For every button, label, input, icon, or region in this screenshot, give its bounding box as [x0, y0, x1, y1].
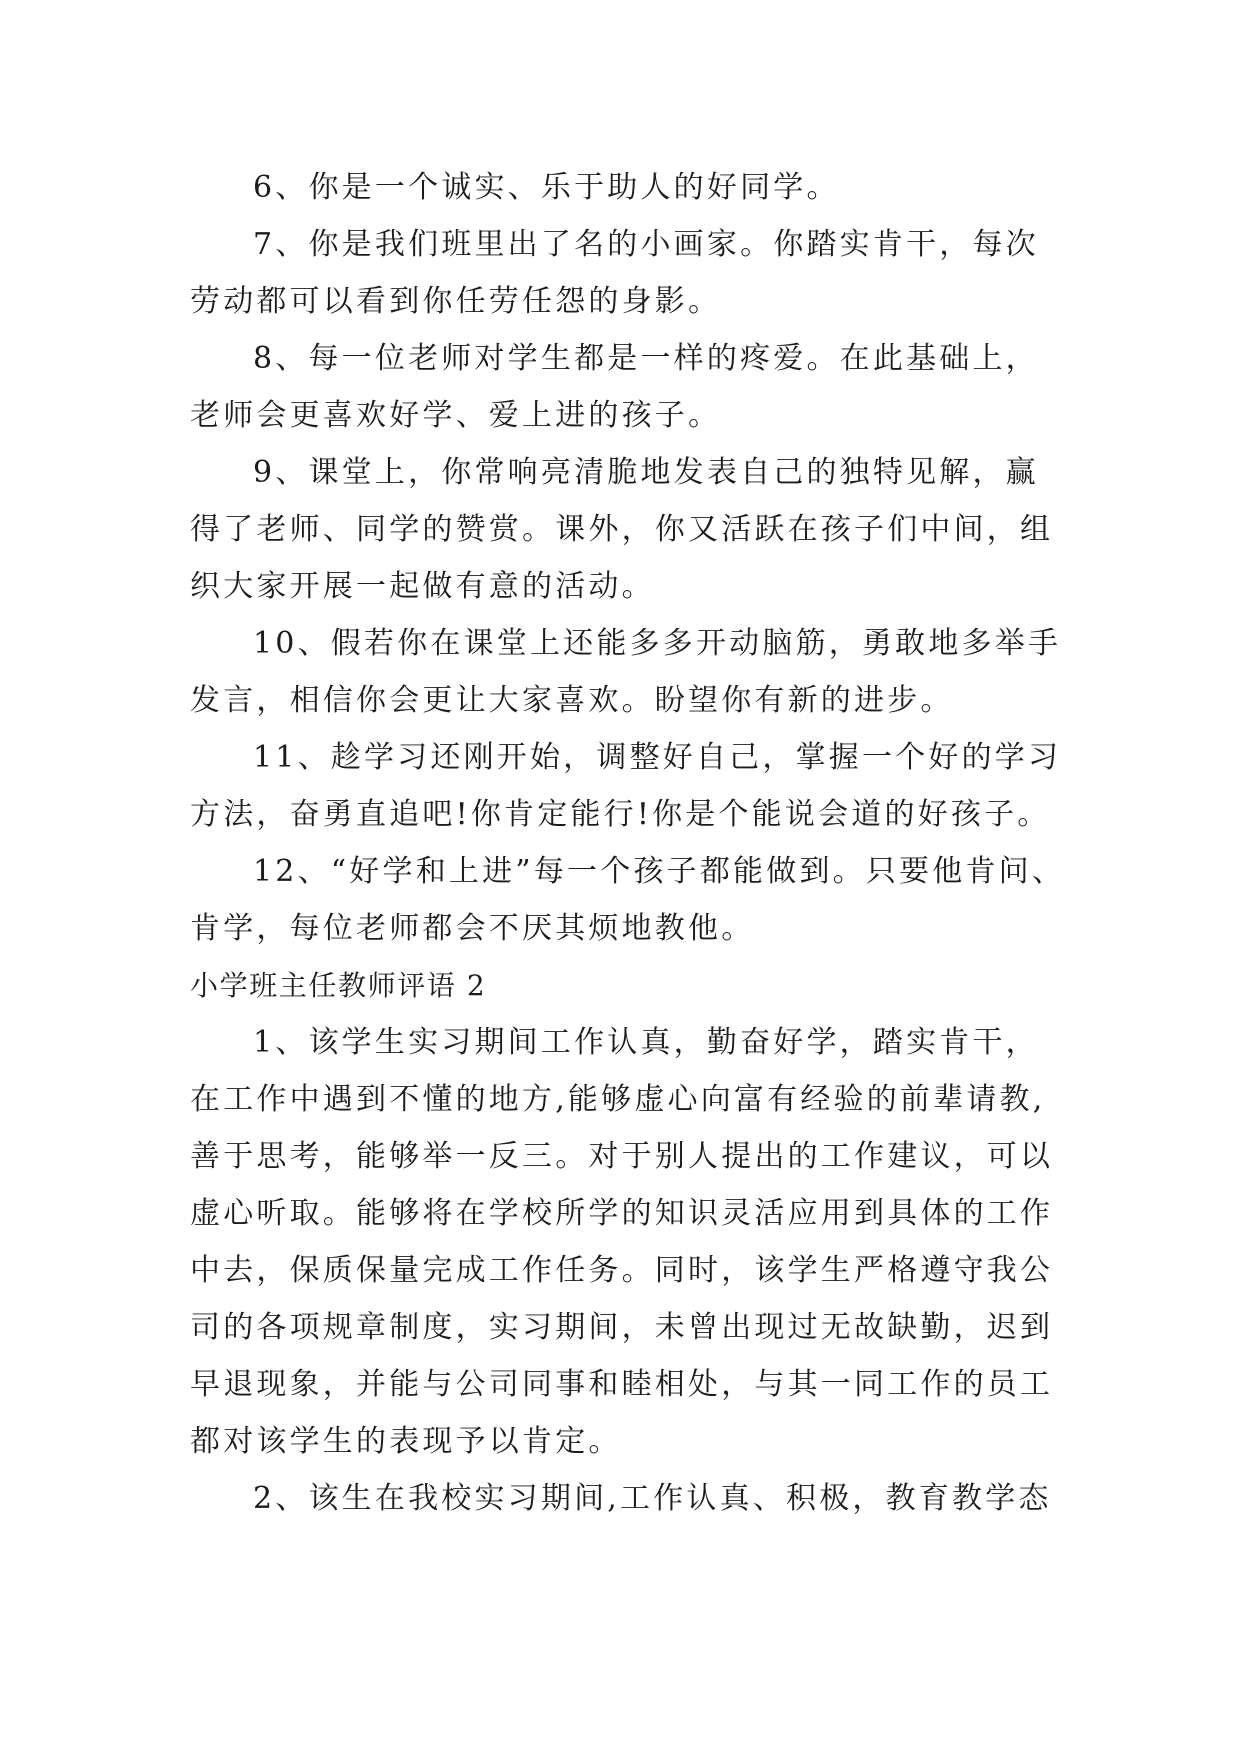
paragraph-10-line-1: 10、假若你在课堂上还能多多开动脑筋，勇敢地多举手 [253, 626, 1062, 661]
section-2-paragraph-1-line-6: 司的各项规章制度，实习期间，未曾出现过无故缺勤，迟到 [190, 1310, 1054, 1345]
paragraph-12-line-2: 肯学，每位老师都会不厌其烦地教他。 [190, 911, 755, 946]
paragraph-11-line-2: 方法，奋勇直追吧!你肯定能行!你是个能说会道的好孩子。 [190, 797, 1051, 832]
section-heading: 小学班主任教师评语 2 [190, 969, 487, 1002]
section-2-paragraph-1-line-7: 早退现象，并能与公司同事和睦相处，与其一同工作的员工 [190, 1367, 1054, 1402]
paragraph-11-line-1: 11、趁学习还刚开始，调整好自己，掌握一个好的学习 [253, 740, 1062, 775]
paragraph-12-line-1: 12、“好学和上进”每一个孩子都能做到。只要他肯问、 [253, 854, 1066, 889]
section-2-paragraph-2-line-1: 2、该生在我校实习期间,工作认真、积极，教育教学态 [253, 1481, 1052, 1516]
paragraph-9-line-1: 9、课堂上，你常响亮清脆地发表自己的独特见解，赢 [253, 455, 1039, 490]
paragraph-9-line-3: 织大家开展一起做有意的活动。 [190, 569, 655, 604]
paragraph-8-line-2: 老师会更喜欢好学、爱上进的孩子。 [190, 398, 722, 433]
section-2-paragraph-1-line-8: 都对该学生的表现予以肯定。 [190, 1424, 622, 1459]
paragraph-10-line-2: 发言，相信你会更让大家喜欢。盼望你有新的进步。 [190, 683, 954, 718]
paragraph-6-line-1: 6、你是一个诚实、乐于助人的好同学。 [253, 170, 840, 205]
section-2-paragraph-1-line-1: 1、该学生实习期间工作认真，勤奋好学，踏实肯干， [253, 1025, 1039, 1060]
paragraph-9-line-2: 得了老师、同学的赞赏。课外，你又活跃在孩子们中间，组 [190, 512, 1054, 547]
section-2-paragraph-1-line-3: 善于思考，能够举一反三。对于别人提出的工作建议，可以 [190, 1139, 1054, 1174]
section-2-paragraph-1-line-4: 虚心听取。能够将在学校所学的知识灵活应用到具体的工作 [190, 1196, 1054, 1231]
paragraph-7-line-2: 劳动都可以看到你任劳任怨的身影。 [190, 284, 722, 319]
paragraph-8-line-1: 8、每一位老师对学生都是一样的疼爱。在此基础上， [253, 341, 1039, 376]
section-2-paragraph-1-line-2: 在工作中遇到不懂的地方,能够虚心向富有经验的前辈请教, [190, 1082, 1046, 1117]
paragraph-7-line-1: 7、你是我们班里出了名的小画家。你踏实肯干，每次 [253, 227, 1039, 262]
section-2-paragraph-1-line-5: 中去，保质保量完成工作任务。同时，该学生严格遵守我公 [190, 1253, 1054, 1288]
